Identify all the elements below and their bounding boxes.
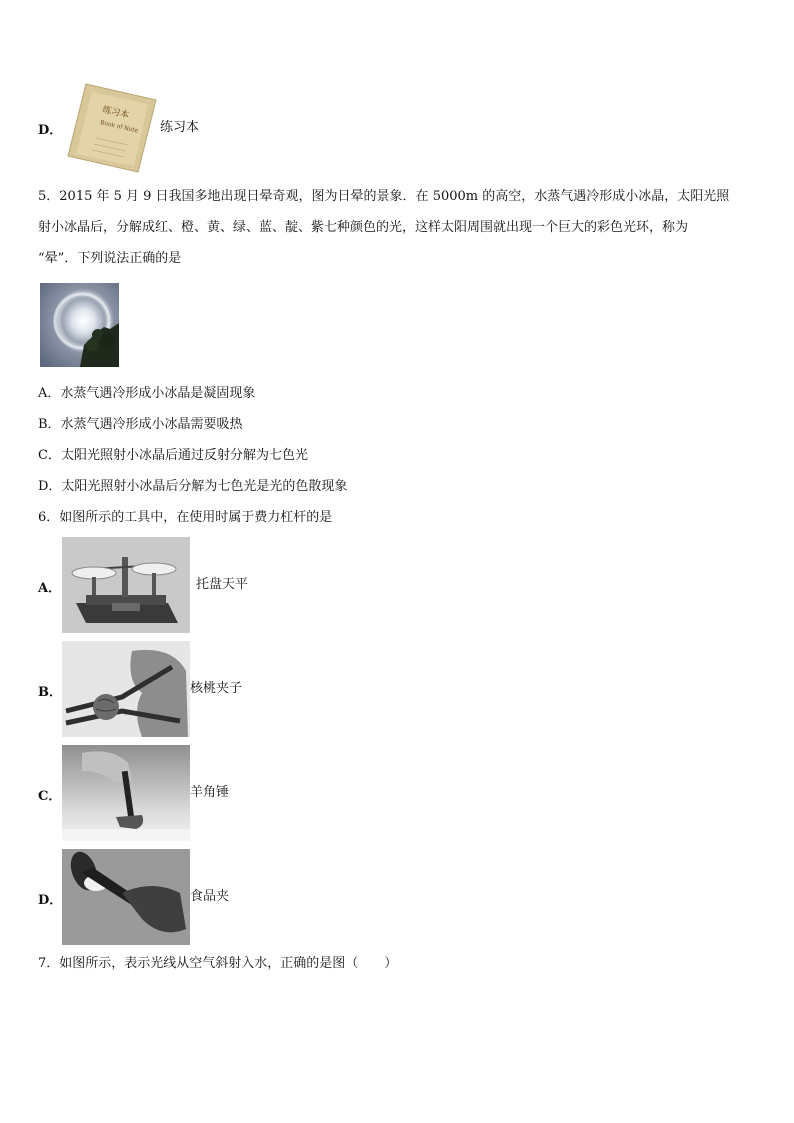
exercise-book-image xyxy=(66,82,158,174)
q6-option-a-label: 托盘天平 xyxy=(196,577,249,592)
q6-stem: 6．如图所示的工具中，在使用时属于费力杠杆的是 xyxy=(38,510,333,525)
q5-stem-line-1: 5．2015 年 5 月 9 日我国多地出现日晕奇观，图为日晕的景象．在 5000m 的高空，水蒸气遇冷形成小冰晶，太阳光照 xyxy=(38,189,730,204)
q6-option-b-letter: B． xyxy=(38,685,62,700)
q5-option-d: D．太阳光照射小冰晶后分解为七色光是光的色散现象 xyxy=(38,479,348,494)
q4-option-d-letter: D． xyxy=(38,123,63,138)
q5-stem-line-2: 射小冰晶后，分解成红、橙、黄、绿、蓝、靛、紫七种颜色的光，这样太阳周围就出现一个巨大的彩色光环，称为 xyxy=(38,220,689,235)
q5-stem-line-3: “晕”．下列说法正确的是 xyxy=(38,251,182,266)
q5-option-c: C．太阳光照射小冰晶后通过反射分解为七色光 xyxy=(38,448,308,463)
q6-option-d-letter: D． xyxy=(38,893,63,908)
sun-halo-image xyxy=(40,283,119,367)
q6-option-d-label: 食品夹 xyxy=(190,889,230,904)
food-tongs-image xyxy=(62,849,190,945)
q5-option-b: B．水蒸气遇冷形成小冰晶需要吸热 xyxy=(38,417,243,432)
q6-option-b-label: 核桃夹子 xyxy=(190,681,243,696)
q6-option-c-letter: C． xyxy=(38,789,62,804)
book-cover-title: 练习本 xyxy=(101,105,130,122)
book-cover-subtitle: Book of Note xyxy=(99,119,139,135)
nutcracker-image xyxy=(62,641,190,737)
q6-option-a-letter: A． xyxy=(38,581,62,596)
q4-option-d-label: 练习本 xyxy=(160,120,200,135)
tray-balance-image xyxy=(62,537,190,633)
q7-stem: 7．如图所示，表示光线从空气斜射入水，正确的是图（ ） xyxy=(38,956,398,971)
q5-option-a: A．水蒸气遇冷形成小冰晶是凝固现象 xyxy=(38,386,256,401)
claw-hammer-image xyxy=(62,745,190,841)
q6-option-c-label: 羊角锤 xyxy=(190,785,230,800)
